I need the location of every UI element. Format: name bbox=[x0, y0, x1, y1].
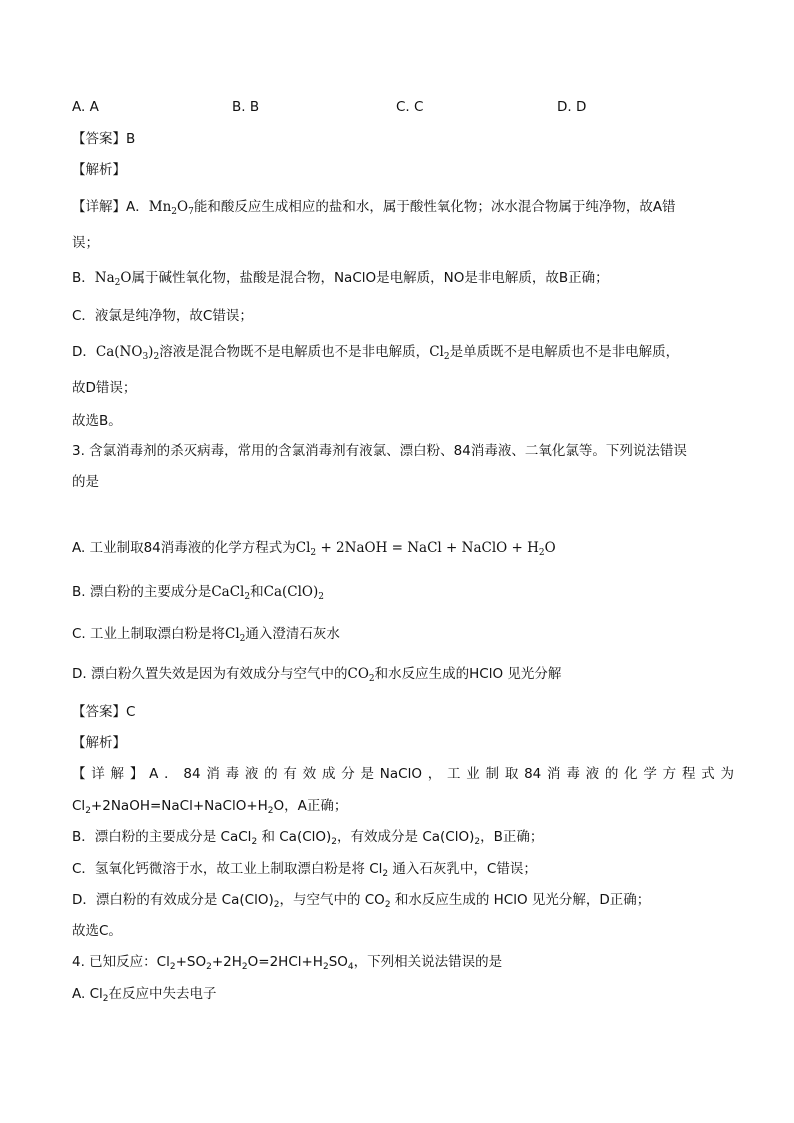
q2-option-b-explanation: B．$Na_2O$属于碱性氧化物，盐酸是混合物，NaClO是电解质，NO是非电解质，故B正确； bbox=[72, 270, 609, 288]
q2-answer: 【答案】B bbox=[72, 131, 136, 147]
q2-option-b: B. B bbox=[232, 99, 260, 115]
q3-detail-line5: D．漂白粉的有效成分是 $Ca(ClO)_2$，与空气中的 $CO_2$ 和水反应生成的 HClO 见光分解，D正确； bbox=[72, 892, 651, 910]
q2-option-d: D. D bbox=[557, 99, 587, 115]
q3-answer: 【答案】C bbox=[72, 704, 136, 720]
q3-detail-line1: 【详解】A．84消毒液的有效成分是NaClO，工业制取84消毒液的化学方程式为 bbox=[72, 766, 734, 782]
q3-analysis-label: 【解析】 bbox=[72, 735, 126, 751]
q4-option-a: A. $Cl_2$在反应中失去电子 bbox=[72, 986, 217, 1004]
q3-option-d: D. 漂白粉久置失效是因为有效成分与空气中的$CO_2$和水反应生成的HClO 见光分解 bbox=[72, 666, 562, 684]
q3-option-a: A. 工业制取84消毒液的化学方程式为$Cl_2$ + 2NaOH = NaCl + NaClO + $H_2O$ bbox=[72, 540, 556, 558]
q2-detail-line1: 【详解】A．$Mn_2O_7$能和酸反应生成相应的盐和水，属于酸性氧化物；冰水混合物属于纯净物，故A错 bbox=[72, 199, 676, 217]
q4-stem: 4. 已知反应：$Cl_2+SO_2+2H_2O=2HCl+H_2SO_4$，下列相关说法错误的是 bbox=[72, 954, 503, 972]
q2-conclusion: 故选B。 bbox=[72, 413, 122, 429]
q3-conclusion: 故选C。 bbox=[72, 923, 122, 939]
q2-option-d-explanation: D．$Ca(NO_3)_2$溶液是混合物既不是电解质也不是非电解质，$Cl_2$是单质既不是电解质也不是非电解质， bbox=[72, 344, 680, 362]
q3-detail-line4: C．氢氧化钙微溶于水，故工业上制取漂白粉是将 $Cl_2$ 通入石灰乳中，C错误； bbox=[72, 861, 537, 879]
q2-option-c-explanation: C．液氯是纯净物，故C错误； bbox=[72, 308, 253, 324]
q2-analysis-label: 【解析】 bbox=[72, 162, 126, 178]
q2-option-a: A. A bbox=[72, 99, 99, 115]
q3-stem-line2: 的是 bbox=[72, 474, 99, 490]
q3-stem-line1: 3. 含氯消毒剂的杀灭病毒，常用的含氯消毒剂有液氯、漂白粉、84消毒液、二氧化氯等。下列说法错误 bbox=[72, 443, 687, 459]
q3-detail-line2: $Cl_2+2NaOH=NaCl+NaClO+H_2O$，A正确； bbox=[72, 798, 348, 816]
q2-option-c: C. C bbox=[396, 99, 424, 115]
q2-option-d-explanation-cont: 故D错误； bbox=[72, 380, 137, 396]
q3-detail-line3: B．漂白粉的主要成分是 CaCl$_2$ 和 $Ca(ClO)_2$，有效成分是 $Ca(ClO)_2$，B正确； bbox=[72, 829, 544, 847]
q3-option-c: C. 工业上制取漂白粉是将$Cl_2$通入澄清石灰水 bbox=[72, 626, 340, 644]
q2-detail-line2: 误； bbox=[72, 235, 99, 251]
q3-option-b: B. 漂白粉的主要成分是CaCl$_2$和$Ca(ClO)_2$ bbox=[72, 584, 324, 602]
